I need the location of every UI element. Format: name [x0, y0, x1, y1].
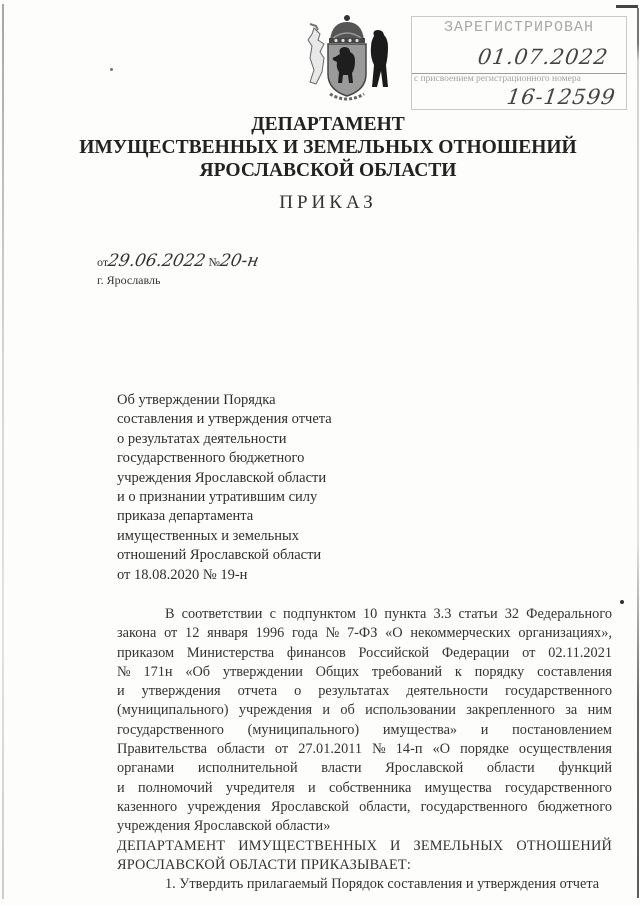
word: № — [372, 741, 386, 758]
word: к — [454, 663, 462, 680]
word: учреждения — [238, 702, 313, 719]
word: ним — [587, 702, 612, 719]
word: порядке — [460, 741, 509, 758]
word: 27.01.2011 — [298, 741, 362, 758]
word: и — [117, 779, 125, 796]
word: результатах — [318, 683, 390, 700]
scan-edge-left — [2, 4, 4, 899]
word: 10 — [363, 606, 378, 622]
word: ОТНОШЕНИЙ — [516, 837, 612, 854]
subject-line: учреждения Ярославской области — [117, 469, 327, 486]
word: полномочий — [137, 779, 213, 796]
word: 12 — [185, 625, 200, 642]
word: имущества» — [382, 721, 458, 738]
word: Министерства — [186, 644, 275, 661]
word: «Об — [185, 663, 211, 680]
order-city: г. Ярославль — [97, 273, 161, 287]
order-date: 29.06.2022 — [106, 251, 208, 271]
word: порядку — [474, 663, 525, 680]
stamp-title: ЗАРЕГИСТРИРОВАН — [443, 19, 595, 36]
subject-line: имущественных и земельных — [117, 527, 300, 544]
word: 14-п — [395, 741, 423, 758]
word: ЗЕМЕЛЬНЫХ — [413, 837, 504, 854]
subject-line: государственного бюджетного — [117, 450, 305, 467]
word: функций — [558, 760, 612, 777]
preamble-line — [117, 701, 612, 720]
word: И — [390, 837, 401, 854]
stamp-subtitle: с присвоением регистрационного номера — [414, 74, 581, 84]
subject-line: приказа департамента — [117, 508, 254, 525]
scan-speck — [620, 600, 624, 604]
word: о — [294, 683, 302, 700]
subject-line: от 18.08.2020 № 19-н — [117, 566, 248, 583]
word: государственного — [420, 798, 528, 815]
word: 7-ФЗ — [347, 625, 378, 642]
orders-line — [117, 837, 612, 856]
word: органами — [117, 760, 175, 777]
word: учредителя — [225, 779, 295, 796]
preamble-line — [117, 663, 612, 682]
order-subject — [117, 391, 397, 585]
scan-edge-corner — [616, 5, 638, 8]
word: утверждения — [141, 683, 221, 700]
word: Федерации — [441, 644, 510, 661]
word: от — [522, 644, 536, 661]
date-prefix: от — [97, 255, 109, 269]
word: пункта — [384, 606, 427, 622]
word: утверждении — [222, 663, 303, 680]
preamble-line — [117, 624, 612, 643]
word: требований — [371, 663, 443, 680]
preamble-line — [117, 740, 612, 759]
stamp-registration-number: 16-12599 — [505, 85, 618, 109]
word: учреждения — [187, 798, 261, 815]
word: «О — [385, 625, 403, 642]
word: закрепленного — [466, 702, 555, 719]
word: области — [217, 741, 265, 758]
word: Ярославской — [270, 798, 349, 815]
word: Федерального — [526, 606, 612, 622]
word: бюджетного — [537, 798, 612, 815]
subject-line: Об утверждении Порядка — [117, 392, 276, 408]
order-body — [117, 605, 612, 894]
word: 32 — [504, 606, 520, 622]
preamble-line — [117, 798, 612, 817]
word: соответствии — [181, 606, 263, 622]
word: ИМУЩЕСТВЕННЫХ — [238, 837, 378, 854]
document-type: ПРИКАЗ — [279, 192, 377, 213]
word: года — [292, 625, 318, 642]
word: казенного — [117, 798, 178, 815]
word: (муниципального) — [117, 702, 229, 719]
order-item-1: 1. Утвердить прилагаемый Порядок составления и утверждения отчета — [165, 876, 600, 893]
stamp-date: 01.07.2022 — [476, 45, 610, 69]
word: 3.3 — [433, 606, 452, 622]
word: имущества — [424, 779, 492, 796]
preamble-line — [117, 721, 612, 740]
word: области — [486, 760, 535, 777]
word: подпунктом — [283, 606, 356, 622]
number-prefix: № — [208, 255, 220, 269]
word: статьи — [458, 606, 498, 622]
yaroslavl-coat-of-arms-icon — [300, 14, 392, 104]
word: 171н — [143, 663, 173, 680]
preamble-line — [117, 779, 612, 798]
word: закона — [117, 625, 157, 642]
word: Правительства — [117, 741, 207, 758]
word: № — [117, 663, 131, 680]
word: Российской — [358, 644, 429, 661]
word: постановлением — [512, 721, 612, 738]
order-date-line — [97, 251, 261, 271]
word: и — [117, 683, 125, 700]
department-name-line-2: ИМУЩЕСТВЕННЫХ И ЗЕМЕЛЬНЫХ ОТНОШЕНИЙ — [79, 137, 577, 158]
word: государственного — [505, 779, 612, 796]
subject-line: отношений Ярославской области — [117, 547, 322, 564]
word: 1996 — [255, 625, 285, 642]
word: приказом — [117, 644, 175, 661]
preamble-line — [117, 644, 612, 663]
department-name-line-3: ЯРОСЛАВСКОЙ ОБЛАСТИ — [199, 160, 457, 181]
word: с — [269, 606, 276, 622]
subject-line: о результатах деятельности — [117, 430, 287, 447]
word: власти — [321, 760, 362, 777]
preamble-line — [117, 605, 612, 624]
scan-speck — [110, 68, 113, 71]
registration-stamp — [411, 16, 627, 110]
word: исполнительной — [197, 760, 298, 777]
word: января — [207, 625, 248, 642]
department-name-line-1: ДЕПАРТАМЕНТ — [251, 114, 405, 135]
orders-line: ЯРОСЛАВСКОЙ ОБЛАСТИ ПРИКАЗЫВАЕТ: — [117, 856, 412, 873]
preamble-line — [117, 682, 612, 701]
word: от — [164, 625, 178, 642]
word: № — [325, 625, 340, 642]
word: об — [340, 702, 355, 719]
word: и — [308, 779, 316, 796]
word: Ярославской — [385, 760, 464, 777]
word: осуществления — [518, 741, 612, 758]
subject-line: и о признании утратившим силу — [117, 489, 318, 506]
order-number: 20-н — [218, 251, 261, 271]
word: и — [322, 702, 331, 719]
word: собственника — [328, 779, 412, 796]
word: (муниципального) — [247, 721, 360, 738]
word: ДЕПАРТАМЕНТ — [117, 837, 226, 854]
word: отчета — [237, 683, 278, 700]
word: организациях», — [518, 625, 612, 642]
word: В — [165, 606, 175, 622]
word: некоммерческих — [410, 625, 511, 642]
word: области, — [359, 798, 411, 815]
word: государственного — [505, 683, 612, 700]
word: государственного — [117, 721, 224, 738]
preamble-line: учреждения Ярославской области» — [117, 818, 331, 835]
preamble-line — [117, 759, 612, 778]
word: составления — [537, 663, 612, 680]
word: за — [565, 702, 578, 719]
word: «О — [432, 741, 451, 758]
word: 02.11.2021 — [548, 644, 612, 661]
word: деятельности — [406, 683, 489, 700]
word: финансов — [286, 644, 346, 661]
word: использовании — [365, 702, 456, 719]
word: и — [480, 721, 489, 738]
subject-line: составления и утверждения отчета — [117, 411, 332, 428]
word: Общих — [315, 663, 360, 680]
word: от — [274, 741, 289, 758]
